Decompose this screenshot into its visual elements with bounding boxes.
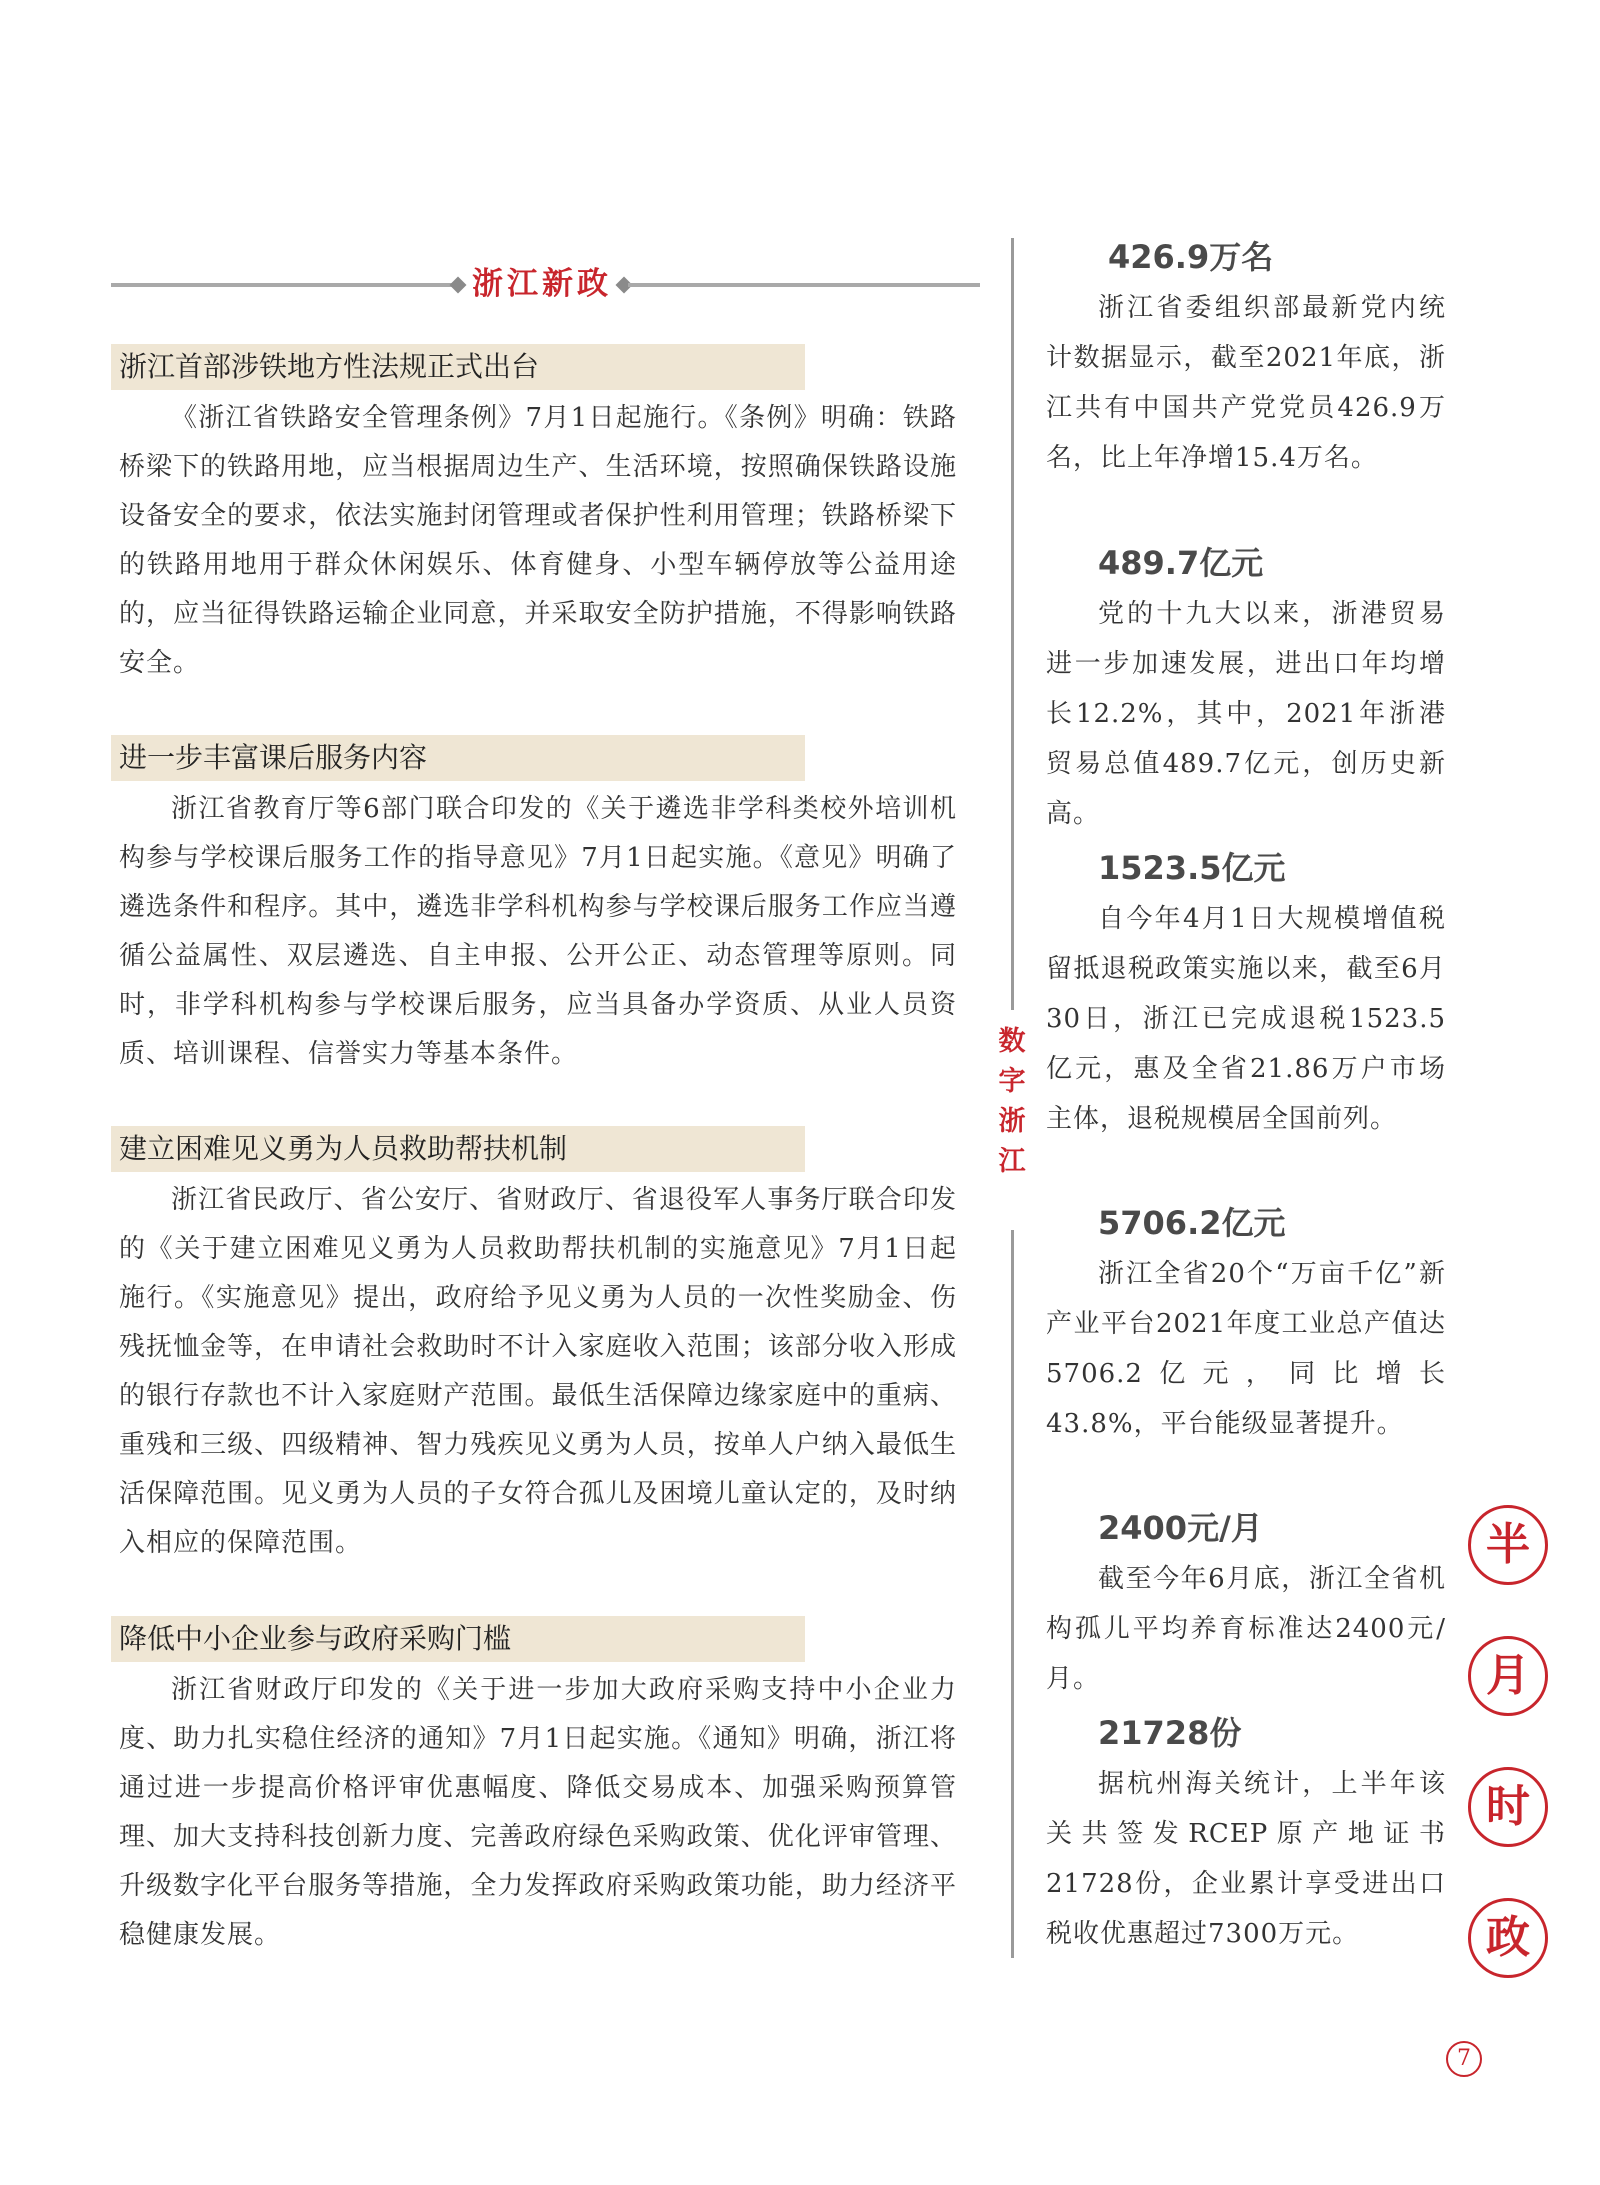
article-body: 《浙江省铁路安全管理条例》7月1日起施行。《条例》明确：铁路桥梁下的铁路用地，应当根据周边生产、生活环境，按照确保铁路设施设备安全的要求，依法实施封闭管理或者保护性利用管理；铁路桥梁下的铁路用地用于群众休闲娱乐、体育健身、小型车辆停放等公益用途的，应当征得铁路运输企业同意，并采取安全防护措施，不得影响铁路安全。 [119, 403, 957, 678]
column-divider-top [1011, 238, 1014, 1010]
stat-text: 据杭州海关统计，上半年该关共签发RCEP原产地证书21728份，企业累计享受进出口税收优惠超过7300万元。 [1046, 1769, 1446, 1949]
article-heroic-aid [111, 1126, 957, 1568]
column-title-char: 半 [1468, 1505, 1548, 1585]
article-body: 浙江省民政厅、省公安厅、省财政厅、省退役军人事务厅联合印发的《关于建立困难见义勇为人员救助帮扶机制的实施意见》7月1日起施行。《实施意见》提出，政府给予见义勇为人员的一次性奖励金、伤残抚恤金等，在申请社会救助时不计入家庭收入范围；该部分收入形成的银行存款也不计入家庭财产范围。最低生活保障边缘家庭中的重病、重残和三级、四级精神、智力残疾见义勇为人员，按单人户纳入最低生活保障范围。见义勇为人员的子女符合孤儿及困境儿童认定的，及时纳入相应的保障范围。 [119, 1185, 957, 1558]
stat-text: 党的十九大以来，浙港贸易进一步加速发展，进出口年均增长12.2%，其中，2021年浙港贸易总值489.7亿元，创历史新高。 [1046, 599, 1446, 829]
stat-text: 浙江全省20个“万亩千亿”新产业平台2021年度工业总产值达5706.2亿元，同比增长43.8%，平台能级显著提升。 [1046, 1259, 1446, 1439]
stat-party-members [1046, 237, 1446, 483]
column-title-char: 时 [1468, 1767, 1548, 1847]
stat-orphan-care [1046, 1508, 1446, 1704]
article-railway [111, 344, 957, 688]
sidebar-label-char: 字 [998, 1066, 1026, 1097]
sidebar-label [994, 1022, 1030, 1182]
sidebar-label-char: 浙 [998, 1106, 1026, 1137]
stat-tax-refund [1046, 848, 1446, 1144]
stat-number: 489.7亿元 [1098, 544, 1264, 582]
article-procurement [111, 1616, 957, 1960]
stat-hk-trade [1046, 543, 1446, 839]
article-title: 降低中小企业参与政府采购门槛 [111, 1616, 805, 1662]
column-title-char: 政 [1468, 1898, 1548, 1978]
page-number: 7 [1446, 2041, 1482, 2077]
stat-number: 5706.2亿元 [1098, 1204, 1286, 1242]
article-title: 进一步丰富课后服务内容 [111, 735, 805, 781]
article-after-school [111, 735, 957, 1079]
stat-number: 21728份 [1098, 1714, 1242, 1752]
article-body: 浙江省教育厅等6部门联合印发的《关于遴选非学科类校外培训机构参与学校课后服务工作的指导意见》7月1日起实施。《意见》明确了遴选条件和程序。其中，遴选非学科机构参与学校课后服务工作应当遵循公益属性、双层遴选、自主申报、公开公正、动态管理等原则。同时，非学科机构参与学校课后服务，应当具备办学资质、从业人员资质、培训课程、信誉实力等基本条件。 [119, 794, 957, 1069]
sidebar-label-char: 数 [998, 1026, 1026, 1057]
sidebar-label-char: 江 [998, 1146, 1026, 1177]
stat-number: 2400元/月 [1098, 1509, 1263, 1547]
column-divider-bottom [1011, 1230, 1014, 1958]
stat-industry-platform [1046, 1203, 1446, 1449]
stat-text: 浙江省委组织部最新党内统计数据显示，截至2021年底，浙江共有中国共产党党员426.9万名，比上年净增15.4万名。 [1046, 293, 1446, 473]
section-rule-left [111, 283, 456, 287]
section-title: 浙江新政 [472, 266, 612, 302]
stat-text: 自今年4月1日大规模增值税留抵退税政策实施以来，截至6月30日，浙江已完成退税1523.5亿元，惠及全省21.86万户市场主体，退税规模居全国前列。 [1046, 904, 1446, 1134]
stat-rcep-certificates [1046, 1713, 1446, 1959]
article-title: 浙江首部涉铁地方性法规正式出台 [111, 344, 805, 390]
stat-text: 截至今年6月底，浙江全省机构孤儿平均养育标准达2400元/月。 [1046, 1564, 1446, 1694]
article-body: 浙江省财政厅印发的《关于进一步加大政府采购支持中小企业力度、助力扎实稳住经济的通知》7月1日起实施。《通知》明确，浙江将通过进一步提高价格评审优惠幅度、降低交易成本、加强采购预算管理、加大支持科技创新力度、完善政府绿色采购政策、优化评审管理、升级数字化平台服务等措施，全力发挥政府采购政策功能，助力经济平稳健康发展。 [119, 1675, 957, 1950]
stat-number: 1523.5亿元 [1098, 849, 1286, 887]
article-title: 建立困难见义勇为人员救助帮扶机制 [111, 1126, 805, 1172]
column-title-char: 月 [1468, 1636, 1548, 1716]
stat-number: 426.9万名 [1108, 238, 1274, 276]
section-rule-right [628, 283, 980, 287]
